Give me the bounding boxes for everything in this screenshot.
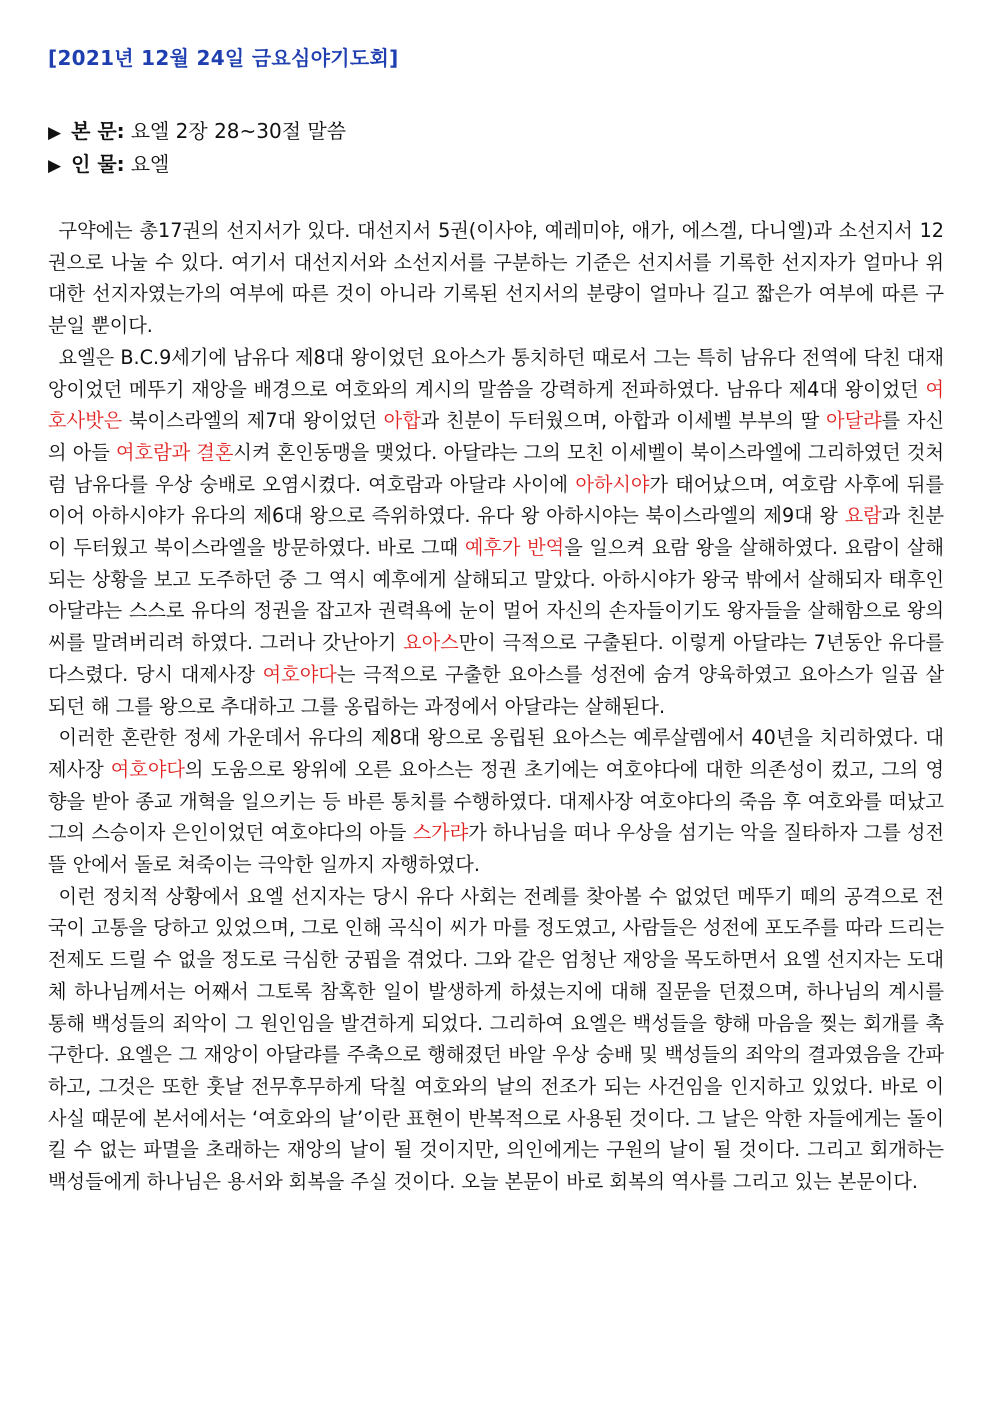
- scripture-value: 요엘 2장 28~30절 말씀: [130, 119, 347, 143]
- person-value: 요엘: [130, 152, 170, 176]
- paragraph-text: 이러한 혼란한 정세 가운데서 유다의 제8대 왕으로 옹립된 요아스는 예루살렘에서 40년을 치리하였다. 대제사장: [48, 726, 944, 781]
- paragraph-text: 북이스라엘의 제7대 왕이었던: [122, 409, 384, 433]
- scripture-line: [48, 115, 346, 144]
- paragraph-text: 을 일으켜 요람 왕을 살해하였다. 요람이 살해되는 상황을 보고 도주하던 중 그 역시 예후에게 살해되고 말았다. 아하시야가 왕국 밖에서 살해되자 태후인 아달랴는 스스로 유다의 정권을 잡고자 권력욕에 눈이 멀어 자신의 손자들이기도 왕자들을 살해함으로 왕의 씨를 말려버리려 하였다. 그러나 갓난아기: [48, 536, 944, 655]
- triangle-bullet-icon: ▶: [48, 156, 62, 176]
- highlighted-name: 여호람과 결혼: [116, 440, 234, 464]
- paragraph-text: 시켜 혼인동맹을 맺었다. 아달랴는 그의 모친 이세벨이 북이스라엘에 그리하였던 것처럼 남유다를 우상 숭배로 오염시켰다. 여호람과 아달랴 사이에: [48, 440, 944, 496]
- body-paragraph: [48, 722, 944, 881]
- paragraph-text: 가 태어났으며, 여호람 사후에 뒤를 이어 아하시야가 유다의 제6대 왕으로 즉위하였다. 유다 왕 아하시야는 북이스라엘의 제9대 왕: [48, 472, 944, 528]
- highlighted-name: 요람: [844, 504, 882, 528]
- highlighted-name: 스가랴: [412, 821, 469, 845]
- paragraph-text: 만이 극적으로 구출된다. 이렇게 아달랴는 7년동안 유다를 다스렸다. 당시 대제사장: [48, 631, 944, 686]
- body-paragraph: [48, 215, 944, 342]
- highlighted-name: 아달랴: [826, 409, 882, 433]
- highlighted-name: 예후가 반역: [464, 536, 565, 560]
- highlighted-name: 아하시야: [575, 472, 650, 496]
- highlighted-name: 요아스: [403, 631, 459, 655]
- body-paragraph: [48, 881, 944, 1198]
- paragraph-text: 과 친분이 두터웠고 북이스라엘을 방문하였다. 바로 그때: [48, 504, 944, 560]
- paragraph-text: 요엘은 B.C.9세기에 남유다 제8대 왕이었던 요아스가 통치하던 때로서 그는 특히 남유다 전역에 닥친 대재앙이었던 메뚜기 재앙을 배경으로 여호와의 계시의 말씀을 강력하게 전파하였다. 남유다 제4대 왕이었던: [48, 345, 944, 401]
- triangle-bullet-icon: ▶: [48, 123, 62, 143]
- paragraph-text: 는 극적으로 구출한 요아스를 성전에 숨겨 양육하였고 요아스가 일곱 살 되던 해 그를 왕으로 추대하고 그를 옹립하는 과정에서 아달랴는 살해된다.: [48, 662, 944, 718]
- page-title: [2021년 12월 24일 금요심야기도회]: [48, 46, 399, 70]
- paragraph-text: 과 친분이 두터웠으며, 아합과 이세벨 부부의 딸: [420, 409, 827, 433]
- highlighted-name: 여호야다: [110, 757, 185, 781]
- paragraph-text: 이런 정치적 상황에서 요엘 선지자는 당시 유다 사회는 전례를 찾아볼 수 없었던 메뚜기 떼의 공격으로 전국이 고통을 당하고 있었으며, 그로 인해 곡식이 씨가 마를 정도였고, 사람들은 성전에 포도주를 따라 드리는 전제도 드릴 수 없을 정도로 극심한 궁핍을 겪었다. 그와 같은 엄청난 재앙을 목도하면서 요엘 선지자는 도대체 하나님께서는 어째서 그토록 참혹한 일이 발생하게 하셨는지에 대해 질문을 던졌으며, 하나님의 계시를 통해 백성들의 죄악이 그 원인임을 발견하게 되었다. 그리하여 요엘은 백성들을 향해 마음을 찢는 회개를 촉구한다. 요엘은 그 재앙이 아달랴를 주축으로 행해졌던 바알 우상 숭배 및 백성들의 죄악의 결과였음을 간파하고, 그것은 또한 훗날 전무후무하게 닥칠 여호와의 날의 전조가 되는 사건임을 인지하고 있었다. 바로 이 사실 때문에 본서에서는 ‘여호와의 날’이란 표현이 반복적으로 사용된 것이다. 그 날은 악한 자들에게는 돌이킬 수 없는 파멸을 초래하는 재앙의 날이 될 것이지만, 의인에게는 구원의 날이 될 것이다. 그리고 회개하는 백성들에게 하나님은 용서와 회복을 주실 것이다. 오늘 본문이 바로 회복의 역사를 그리고 있는 본문이다.: [48, 884, 944, 1194]
- body-paragraph: [48, 342, 944, 722]
- highlighted-name: 아합: [383, 409, 421, 433]
- paragraph-text: 구약에는 총17권의 선지서가 있다. 대선지서 5권(이사야, 예레미야, 애가, 에스겔, 다니엘)과 소선지서 12권으로 나눌 수 있다. 여기서 대선지서와 소선지서를 구분하는 기준은 선지서를 기록한 선지자가 얼마나 위대한 선지자였는가의 여부에 따른 것이 아니라 기록된 선지서의 분량이 얼마나 길고 짧은가 여부에 따른 구분일 뿐이다.: [48, 219, 944, 338]
- scripture-label: 본 문:: [71, 119, 125, 143]
- highlighted-name: 여호사밧은: [48, 377, 944, 433]
- paragraph-text: 를 자신의 아들: [48, 409, 944, 464]
- paragraph-text: 가 하나님을 떠나 우상을 섬기는 악을 질타하자 그를 성전 뜰 안에서 돌로 쳐죽이는 극악한 일까지 자행하였다.: [48, 821, 944, 877]
- highlighted-name: 여호야다: [262, 662, 337, 686]
- person-label: 인 물:: [71, 152, 125, 176]
- sermon-body: [48, 215, 944, 1198]
- paragraph-text: 의 도움으로 왕위에 오른 요아스는 정권 초기에는 여호야다에 대한 의존성이 컸고, 그의 영향을 받아 종교 개혁을 일으키는 등 바른 통치를 수행하였다. 대제사장 여호야다의 죽음 후 여호와를 떠났고 그의 스승이자 은인이었던 여호야다의 아들: [48, 757, 944, 845]
- person-line: [48, 148, 169, 177]
